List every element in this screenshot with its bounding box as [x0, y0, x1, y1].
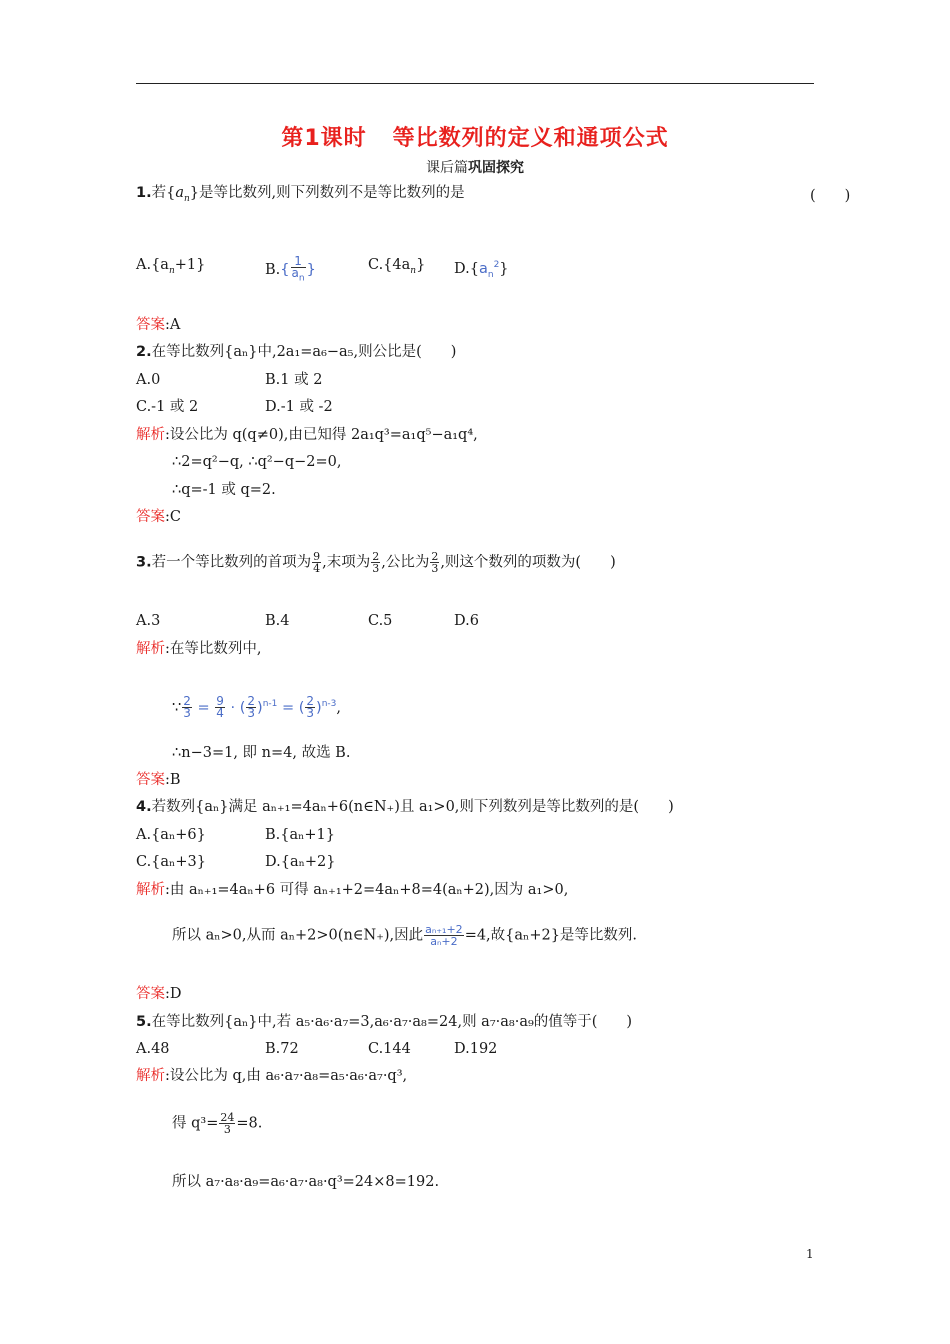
q2-answer: 答案:C: [136, 509, 181, 525]
q3-option-b: B.4: [265, 613, 290, 629]
q5-stem: 5.在等比数列{aₙ}中,若 a₅·a₆·a₇=3,a₆·a₇·a₈=24,则 a₇·a₈·a₉的值等于( ): [136, 1014, 633, 1030]
q5-analysis-line1: 解析:设公比为 q,由 a₆·a₇·a₈=a₅·a₆·a₇·q³,: [136, 1068, 408, 1084]
q4-analysis-line2: 所以 aₙ>0,从而 aₙ+2>0(n∈N₊),因此 $\frac{\text{aₙ₊₁+2}}{\text{aₙ+2}}$ =4,故{aₙ+2}是等比数列.: [172, 923, 638, 948]
q2-option-a: A.0: [136, 372, 161, 388]
q1-option-a: $A.\{a_n+1\}$: [136, 257, 206, 276]
q3-option-a: A.3: [136, 613, 161, 629]
q5-option-a: A.48: [136, 1041, 170, 1057]
q5-option-c: C.144: [368, 1041, 411, 1057]
q1-option-b: B.{ $\frac{1}{a_n}$ }: [265, 254, 316, 284]
q3-answer: 答案:B: [136, 772, 181, 788]
q4-option-d: D.{aₙ+2}: [265, 854, 336, 870]
q2-analysis-line2: ∴2=q²−q, ∴q²−q−2=0,: [172, 454, 342, 470]
q3-analysis-line3: ∴n−3=1, 即 n=4, 故选 B.: [172, 745, 351, 761]
q4-option-c: C.{aₙ+3}: [136, 854, 206, 870]
q3-option-c: C.5: [368, 613, 393, 629]
q5-analysis-line3: 所以 a₇·a₈·a₉=a₆·a₇·a₈·q³=24×8=192.: [172, 1174, 440, 1190]
q1-option-c: $C.\{4a_n\}$: [368, 257, 426, 276]
q2-analysis-line1: 解析:设公比为 q(q≠0),由已知得 2a₁q³=a₁q⁵−a₁q⁴,: [136, 427, 478, 443]
q4-option-b: B.{aₙ+1}: [265, 827, 336, 843]
q4-analysis-line1: 解析:由 aₙ₊₁=4aₙ+6 可得 aₙ₊₁+2=4aₙ+8=4(aₙ+2),因为 a₁>0,: [136, 882, 569, 898]
q2-stem: 2.在等比数列{aₙ}中,2a₁=a₆−a₅,则公比是( ): [136, 344, 457, 360]
page-title: [0, 121, 950, 152]
q5-option-b: B.72: [265, 1041, 299, 1057]
title-topic: 等比数列的定义和通项公式: [392, 126, 669, 151]
q3-analysis-equation: ∵ $\frac{2}{3}$ = $\frac{9}{4}$ · ( $\frac{2}{3}$ )$^{n-1}$ = ( $\frac{2}{3}$ )$^{n-3}$,: [172, 694, 342, 721]
page-subtitle: 课后篇巩固探究: [426, 160, 524, 176]
q1-answer: 答案:A: [136, 317, 181, 333]
page-number: 1: [806, 1247, 814, 1261]
q3-stem: 3.若一个等比数列的首项为 $\frac{9}{4}$ ,末项为 $\frac{2}{3}$ ,公比为 $\frac{2}{3}$ ,则这个数列的项数为( ): [136, 550, 616, 575]
q2-analysis-line3: ∴q=-1 或 q=2.: [172, 482, 276, 498]
q4-stem: 4.若数列{aₙ}满足 aₙ₊₁=4aₙ+6(n∈N₊)且 a₁>0,则下列数列是等比数列的是( ): [136, 799, 674, 815]
q1-answer-blank: ( ): [810, 188, 851, 204]
q2-option-b: B.1 或 2: [265, 372, 323, 388]
q5-analysis-line2: 得 q³= $\frac{24}{3}$ =8.: [172, 1111, 263, 1136]
q1-stem: 1.若$\{a_n\}$是等比数列,则下列数列不是等比数列的是: [136, 185, 465, 204]
q1-option-d: $D.\{a_n^2\}$: [454, 260, 509, 280]
title-lesson: 第1课时: [281, 126, 367, 151]
q5-option-d: D.192: [454, 1041, 498, 1057]
q4-option-a: A.{aₙ+6}: [136, 827, 206, 843]
q2-option-d: D.-1 或 -2: [265, 399, 333, 415]
q3-analysis-line1: 解析:在等比数列中,: [136, 641, 262, 657]
header-rule: [136, 83, 814, 84]
q2-option-c: C.-1 或 2: [136, 399, 199, 415]
q4-answer: 答案:D: [136, 986, 182, 1002]
q3-option-d: D.6: [454, 613, 479, 629]
